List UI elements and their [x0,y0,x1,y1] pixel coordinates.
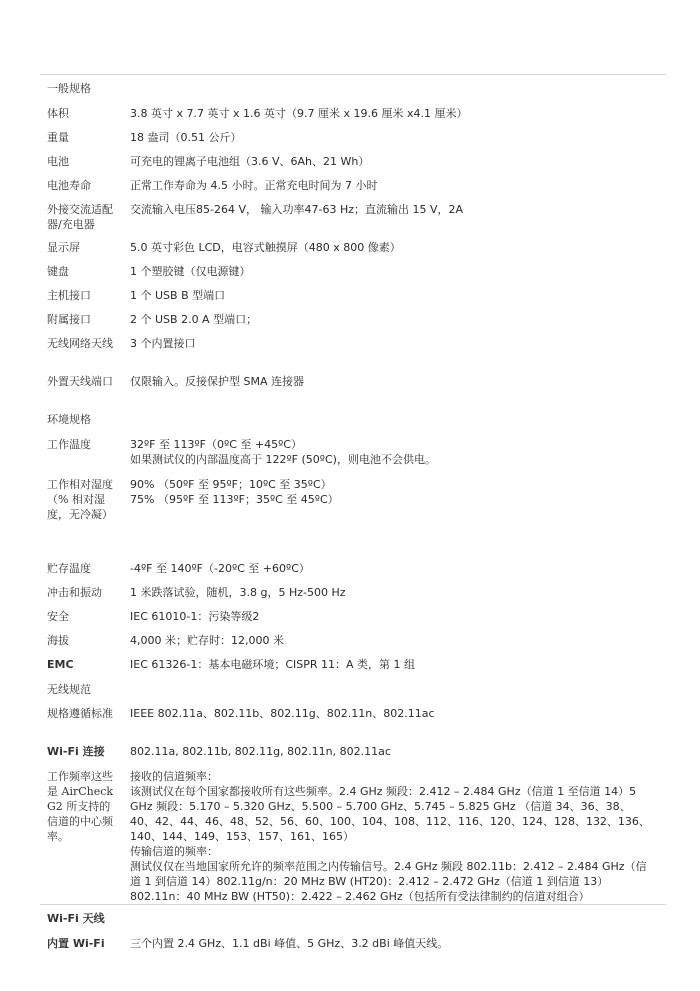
label-host-port: 主机接口 [47,289,91,302]
label-adapter: 外接交流适配器/充电器 [47,203,113,231]
label-shock: 冲击和振动 [47,586,102,599]
section-wifi-antenna: Wi-Fi 天线 [47,912,105,925]
value-altitude: 4,000 米；贮存时：12,000 米 [130,634,284,647]
op-temp-line1: 32ºF 至 113ºF（0ºC 至 +45ºC） [130,438,302,451]
label-wireless-antenna: 无线网络天线 [47,337,113,350]
value-host-port: 1 个 USB B 型端口 [130,289,226,302]
value-storage-temp: -4ºF 至 140ºF（-20ºC 至 +60ºC） [130,562,310,575]
value-op-temp [130,437,652,467]
label-battery-life: 电池寿命 [47,179,91,192]
section-environment: 环境规格 [47,413,91,426]
label-battery: 电池 [47,155,69,168]
label-op-humidity: 工作相对湿度（% 相对湿度，无冷凝） [47,478,113,521]
value-safety: IEC 61010-1：污染等级2 [130,610,260,623]
label-op-temp: 工作温度 [47,438,91,451]
value-adapter: 交流输入电压85-264 V， 输入功率47-63 Hz；直流输出 15 V，2A [130,203,464,216]
value-keypad: 1 个塑胶键（仅电源键） [130,265,251,278]
freq-rx-body: 该测试仪在每个国家都接收所有这些频率。2.4 GHz 频段：2.412 – 2.484 GHz（信道 1 至信道 14）5 GHz 频段：5.170 – 5.320 GHz、5.500 – 5.700 GHz、5.745 – 5.825 GHz （信道 34、36、38、40、42、44、46、48、52、56、60、100、104、108、112、116、120、124、128、132、136、140、144、149、153、157、161、165） [130,785,650,843]
label-altitude: 海拔 [47,634,69,647]
label-frequency: 工作频率这些是 AirCheck G2 所支持的信道的中心频率。 [47,770,114,843]
value-frequency [130,769,652,904]
label-safety: 安全 [47,610,69,623]
value-size: 3.8 英寸 x 7.7 英寸 x 1.6 英寸（9.7 厘米 x 19.6 厘米 x4.1 厘米） [130,107,468,120]
freq-tx-title: 传输信道的频率： [130,845,218,858]
value-battery-life: 正常工作寿命为 4.5 小时。正常充电时间为 7 小时 [130,179,378,192]
label-ext-antenna: 外置天线端口 [47,375,113,388]
value-op-humidity [130,477,652,507]
value-battery: 可充电的锂离子电池组（3.6 V、6Ah、21 Wh） [130,155,370,168]
section-general: 一般规格 [47,82,91,95]
value-wifi-conn: 802.11a, 802.11b, 802.11g, 802.11n, 802.11ac [130,745,391,758]
freq-rx-title: 接收的信道频率： [130,770,218,783]
label-internal-wifi: 内置 Wi-Fi [47,937,105,950]
value-weight: 18 盎司（0.51 公斤） [130,131,242,144]
value-compliance: IEEE 802.11a、802.11b、802.11g、802.11n、802.11ac [130,707,435,720]
label-accessory-port: 附属接口 [47,313,91,326]
label-weight: 重量 [47,131,69,144]
humidity-line1: 90% （50ºF 至 95ºF；10ºC 至 35ºC） [130,478,332,491]
label-emc: EMC [47,658,74,671]
label-storage-temp: 贮存温度 [47,562,91,575]
value-wireless-antenna: 3 个内置接口 [130,337,196,350]
value-accessory-port: 2 个 USB 2.0 A 型端口； [130,313,258,326]
op-temp-line2: 如果测试仪的内部温度高于 122ºF (50ºC)，则电池不会供电。 [130,453,436,466]
label-compliance: 规格遵循标准 [47,707,113,720]
value-internal-wifi: 三个内置 2.4 GHz、1.1 dBi 峰值、5 GHz、3.2 dBi 峰值天线。 [130,937,449,950]
freq-tx-body: 测试仪仅在当地国家所允许的频率范围之内传输信号。2.4 GHz 频段 802.11b：2.412 – 2.484 GHz（信道 1 到信道 14）802.11g/n：20 MHz BW (HT20)：2.412 – 2.472 GHz（信道 1 到信道 13）802.11n：40 MHz BW (HT50)：2.422 – 2.462 GHz（包括所有受法律制约的信道对组合） [130,860,647,903]
value-ext-antenna: 仅限输入。反接保护型 SMA 连接器 [130,375,304,388]
section-wireless: 无线规范 [47,683,91,696]
label-display: 显示屏 [47,241,80,254]
humidity-line2: 75% （95ºF 至 113ºF；35ºC 至 45ºC） [130,493,339,506]
label-size: 体积 [47,107,69,120]
label-keypad: 键盘 [47,265,69,278]
value-shock: 1 米跌落试验，随机，3.8 g，5 Hz-500 Hz [130,586,346,599]
top-divider [40,74,666,75]
value-display: 5.0 英寸彩色 LCD，电容式触摸屏（480 x 800 像素） [130,241,401,254]
label-wifi-conn: Wi-Fi 连接 [47,745,105,758]
mid-divider [40,904,666,905]
value-emc: IEC 61326-1：基本电磁环境；CISPR 11：A 类，第 1 组 [130,658,416,671]
